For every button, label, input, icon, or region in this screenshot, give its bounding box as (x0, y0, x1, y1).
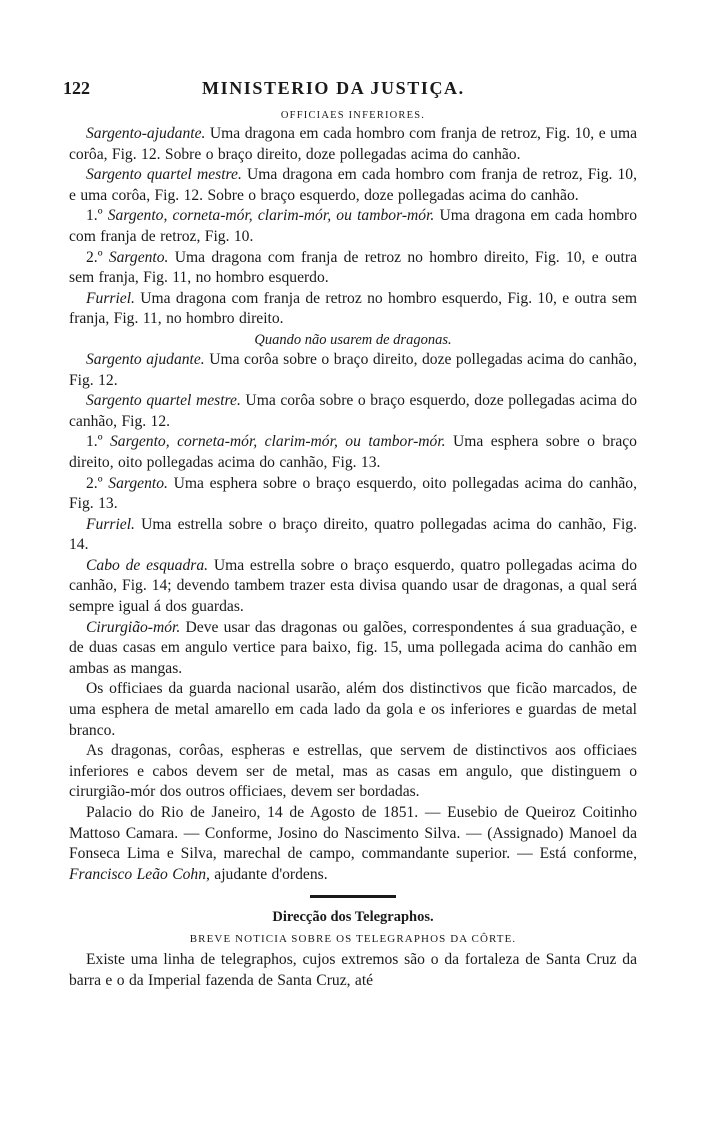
closing-paragraph: Palacio do Rio de Janeiro, 14 de Agosto de 1851. — Eusebio de Queiroz Coitinho Mattoso Camara. — Conforme, Josino do Nascimento Silva. — (Assignado) Manoel da Fonseca Lima e Silva, marechal de campo, commandante superior. — Está conforme, Francisco Leão Cohn, ajudante d'ordens. (69, 804, 637, 883)
term: Furriel. (86, 515, 135, 533)
telegraphs-title: Direcção dos Telegraphos. (272, 909, 434, 926)
section-divider (310, 895, 396, 898)
paragraph: Furriel. Uma estrella sobre o braço direito, quatro pollegadas acima do canhão, Fig. 14. (69, 515, 637, 554)
subheading: Quando não usarem de dragonas. (254, 331, 452, 348)
paragraph: Existe uma linha de telegraphos, cujos extremos são o da fortaleza de Santa Cruz da barra e o da Imperial fazenda de Santa Cruz, até (69, 951, 637, 989)
page-body (69, 107, 637, 992)
paragraph: 1.º Sargento, corneta-mór, clarim-mór, ou tambor-mór. Uma esphera sobre o braço direito, oito pollegadas acima do canhão, Fig. 13. (69, 433, 637, 471)
term: Sargento ajudante. (86, 350, 205, 368)
term: Sargento quartel mestre. (86, 166, 242, 184)
paragraph: Cirurgião-mór. Deve usar das dragonas ou galões, correspondentes á sua graduação, e de duas casas em angulo vertice para baixo, fig. 15, uma pollegada acima do canhão em ambas as mangas. (69, 618, 637, 677)
signer: Francisco Leão Cohn, (69, 865, 210, 883)
term: Cabo de esquadra. (86, 556, 209, 574)
paragraph: 2.º Sargento. Uma esphera sobre o braço esquerdo, oito pollegadas acima do canhão, Fig. 13. (69, 474, 637, 513)
term: Sargento. (108, 474, 168, 492)
term: Furriel. (86, 289, 135, 307)
term: Sargento-ajudante. (86, 125, 206, 142)
paragraph: 2.º Sargento. Uma dragona com franja de retroz no hombro direito, Fig. 10, e outra sem franja, Fig. 11, no hombro esquerdo. (69, 248, 637, 287)
term: Sargento, corneta-mór, clarim-mór, ou tambor-mór. (109, 433, 446, 451)
paragraph: Os officiaes da guarda nacional usarão, além dos distinctivos que ficão marcados, de uma esphera de metal amarello em cada lado da gola e os inferiores e guardas de metal branco. (69, 680, 637, 739)
running-title: MINISTERIO DA JUSTIÇA. (202, 78, 465, 98)
paragraph: Sargento ajudante. Uma corôa sobre o braço direito, doze pollegadas acima do canhão, Fig. 12. (69, 350, 637, 389)
paragraph: 1.º Sargento, corneta-mór, clarim-mór, ou tambor-mór. Uma dragona em cada hombro com franja de retroz, Fig. 10. (69, 207, 637, 245)
telegraphs-subtitle: BREVE NOTICIA SOBRE OS TELEGRAPHOS DA CÔRTE. (189, 933, 517, 946)
paragraph: As dragonas, corôas, espheras e estrellas, que servem de distinctivos aos officiaes inferiores e cabos devem ser de metal, mas as casas em angulo, que distinguem o cirurgião-mór dos outros officiaes, devem ser bordadas. (69, 742, 637, 801)
paragraph: Furriel. Uma dragona com franja de retroz no hombro esquerdo, Fig. 10, e outra sem franja, Fig. 11, no hombro direito. (69, 289, 637, 328)
term: Sargento. (108, 248, 169, 266)
term: Sargento, corneta-mór, clarim-mór, ou tambor-mór. (107, 207, 435, 225)
term: Cirurgião-mór. (86, 618, 181, 636)
paragraph: Sargento-ajudante. Uma dragona em cada hombro com franja de retroz, Fig. 10, e uma corôa, Fig. 12. Sobre o braço direito, doze pollegadas acima do canhão. (69, 125, 637, 163)
paragraph: Cabo de esquadra. Uma estrella sobre o braço esquerdo, quatro pollegadas acima do canhão, Fig. 14; devendo tambem trazer esta divisa quando usar de dragonas, a qual será sempre igual á dos guardas. (69, 556, 637, 616)
page-number: 122 (63, 78, 90, 98)
running-header (0, 78, 715, 104)
paragraph: Sargento quartel mestre. Uma dragona em cada hombro com franja de retroz, Fig. 10, e uma corôa, Fig. 12. Sobre o braço esquerdo, doze pollegadas acima do canhão. (69, 166, 637, 204)
section-heading: OFFICIAES INFERIORES. (280, 110, 426, 121)
paragraph: Sargento quartel mestre. Uma corôa sobre o braço esquerdo, doze pollegadas acima do canhão, Fig. 12. (69, 392, 637, 430)
term: Sargento quartel mestre. (86, 392, 241, 410)
